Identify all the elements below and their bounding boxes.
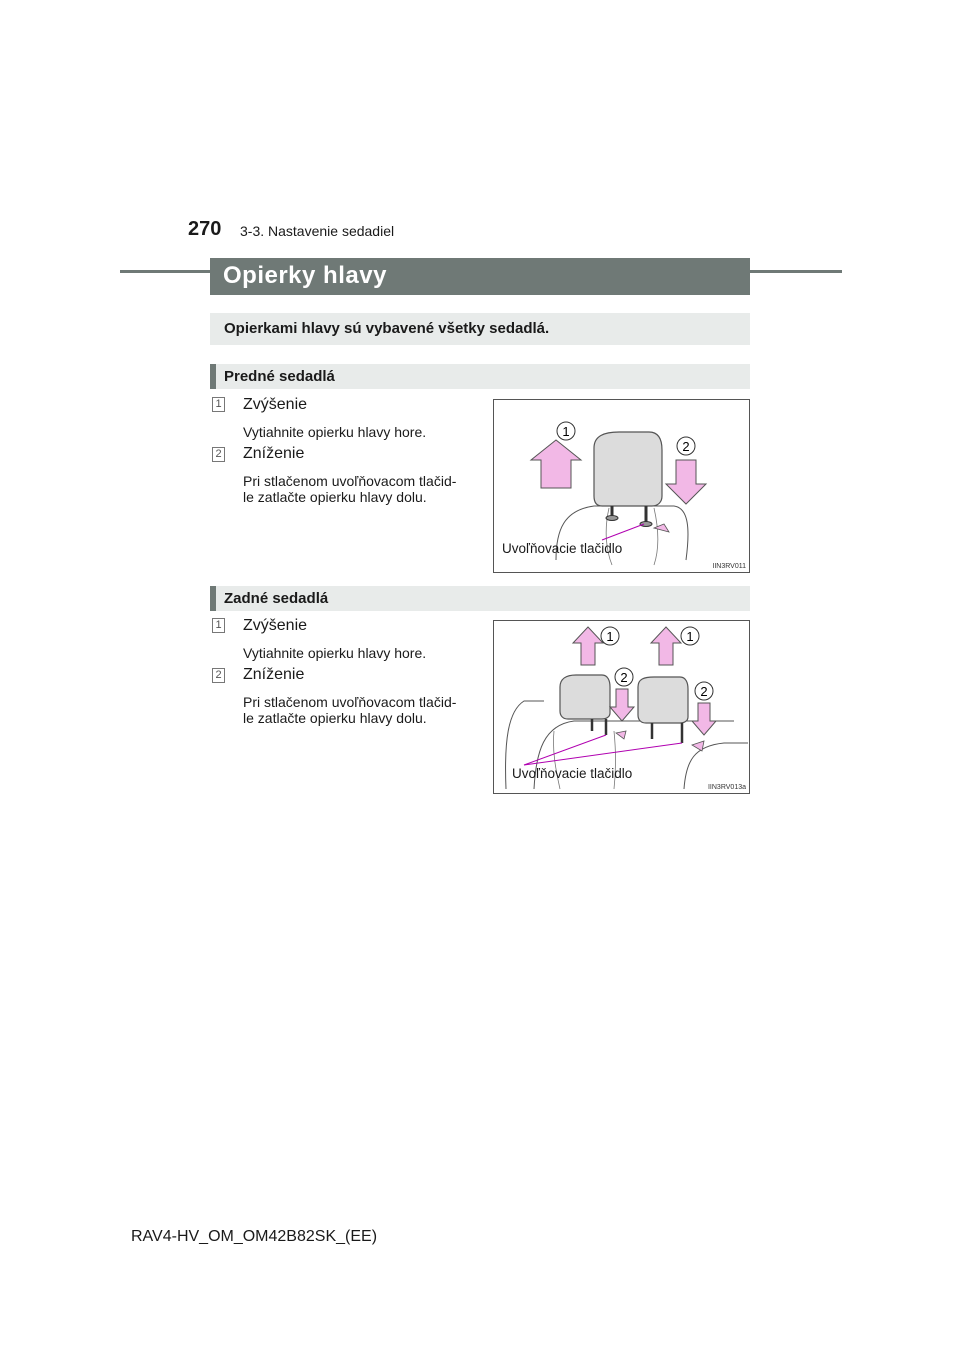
marker-2: 2 (700, 684, 708, 699)
document-code: RAV4-HV_OM_OM42B82SK_(EE) (131, 1228, 378, 1245)
intro-text: Opierkami hlavy sú vybavené všetky sedadlá. (224, 320, 550, 337)
marker-1: 1 (562, 424, 570, 439)
headrest (594, 432, 662, 506)
release-button (640, 522, 652, 527)
step-desc-raise: Vytiahnite opierku hlavy hore. (243, 424, 427, 440)
rear-seats-heading: Zadné sedadlá (224, 590, 329, 607)
seat-back-outline (684, 743, 748, 789)
page-title: Opierky hlavy (223, 262, 387, 289)
callout-line (524, 735, 606, 765)
step-desc-line: le zatlačte opierku hlavy dolu. (243, 710, 427, 726)
headrest-left (560, 675, 610, 719)
press-arrow-icon (654, 524, 669, 532)
step-desc-line: Pri stlačenom uvoľňovacom tlačid- (243, 473, 457, 489)
arrow-down-icon (692, 703, 716, 735)
step-number-2: 2 (212, 447, 225, 462)
figure-code: IIN3RV011 (712, 563, 746, 570)
marker-1: 1 (686, 629, 694, 644)
press-arrow-icon (692, 741, 704, 751)
press-arrow-icon (616, 731, 626, 739)
step-number-2: 2 (212, 668, 225, 683)
step-desc-raise: Vytiahnite opierku hlavy hore. (243, 645, 427, 661)
marker-1: 1 (606, 629, 614, 644)
front-headrest-figure (493, 399, 750, 573)
arrow-up-icon (651, 627, 681, 665)
headrest-right (638, 677, 688, 723)
marker-2: 2 (682, 439, 690, 454)
arrow-down-icon (610, 689, 634, 721)
seat-seam (654, 508, 658, 565)
step-desc-line: Pri stlačenom uvoľňovacom tlačid- (243, 694, 457, 710)
callout-line (602, 524, 644, 540)
step-title-lower: Zníženie (243, 666, 305, 683)
arrow-down-icon (666, 460, 706, 504)
arrow-up-icon (573, 627, 603, 665)
step-desc-lower (243, 473, 465, 505)
rear-headrest-illustration (494, 621, 749, 793)
figure-label: Uvoľňovacie tlačidlo (512, 766, 633, 781)
marker-2: 2 (620, 670, 628, 685)
step-title-raise: Zvýšenie (243, 617, 308, 634)
step-number-1: 1 (212, 397, 225, 412)
front-seats-heading: Predné sedadlá (224, 368, 335, 385)
rear-headrest-figure (493, 620, 750, 794)
step-number-1: 1 (212, 618, 225, 633)
step-desc-line: le zatlačte opierku hlavy dolu. (243, 489, 427, 505)
callout-line (524, 743, 682, 765)
front-headrest-illustration (494, 400, 749, 572)
figure-code: IIN3RV013a (707, 784, 746, 791)
page-number: 270 (188, 218, 222, 240)
step-title-lower: Zníženie (243, 445, 305, 462)
arrow-up-icon (531, 440, 581, 488)
step-title-raise: Zvýšenie (243, 396, 308, 413)
section-reference: 3-3. Nastavenie sedadiel (240, 223, 395, 239)
figure-label: Uvoľňovacie tlačidlo (502, 541, 623, 556)
post-collar (606, 516, 618, 521)
step-desc-lower (243, 694, 465, 726)
